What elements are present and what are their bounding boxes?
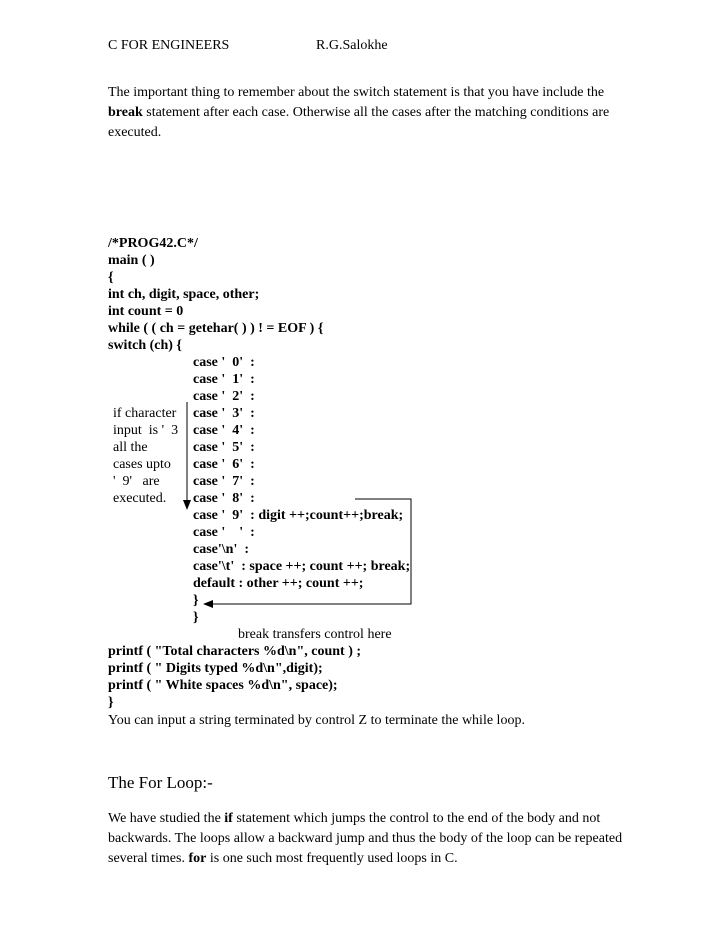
code-line: int count = 0 [108,304,184,319]
case-line: case'\t' : space ++; count ++; break; [193,559,411,574]
break-note: break transfers control here [238,627,392,642]
code-line: switch (ch) { [108,338,182,353]
note-line: input is ' 3 [113,423,179,438]
code-line: } [108,695,114,710]
case-line: case ' 9' : digit ++;count++;break; [193,508,404,523]
note-line: if character [113,406,177,421]
case-line: case ' 1' : [193,372,255,387]
code-line: main ( ) [108,253,155,268]
case-line: case ' 4' : [193,423,255,438]
code-line: /*PROG42.C*/ [108,236,198,251]
section-text-2: statement which jumps the control to the end of the body and not backwards. The loops allow a backward jump and thus the body of the loop can be repeated several times. [108,811,623,866]
code-line: { [108,270,114,285]
intro-text-1: The important thing to remember about the switch statement is that you have include the [108,85,605,100]
section-text-3: is one such most frequently used loops in C. [206,851,458,866]
case-line: case ' 3' : [193,406,255,421]
section-bold-for: for [188,851,207,866]
note-line: executed. [113,491,167,506]
header-title: C FOR ENGINEERS [108,38,230,53]
case-line: case'\n' : [193,542,249,557]
case-line: } [193,610,199,625]
section-title: The For Loop:- [108,773,213,792]
fallthrough-arrowhead [183,500,191,510]
intro-bold-break: break [108,105,143,120]
break-arrowhead [203,600,213,608]
intro-text-2: statement after each case. Otherwise all the cases after the matching conditions are executed. [108,105,610,140]
case-line: case ' 2' : [193,389,255,404]
case-line: } [193,593,199,608]
code-line: printf ( "Total characters %d\n", count ) ; [108,644,362,659]
header-author: R.G.Salokhe [316,38,388,53]
case-line: case ' 5' : [193,440,255,455]
code-line: int ch, digit, space, other; [108,287,260,302]
after-code-paragraph: You can input a string terminated by control Z to terminate the while loop. [108,713,525,728]
section-paragraph [108,809,628,869]
case-line: case ' 6' : [193,457,255,472]
note-line: ' 9' are [113,474,160,489]
case-line: case ' 7' : [193,474,255,489]
code-line: printf ( " Digits typed %d\n",digit); [108,661,323,676]
break-arrow-line [212,499,411,604]
code-line: while ( ( ch = getehar( ) ) ! = EOF ) { [108,321,324,336]
note-line: cases upto [113,457,171,472]
case-line: case ' ' : [193,525,255,540]
case-line: default : other ++; count ++; [193,576,364,591]
note-line: all the [113,440,148,455]
case-line: case ' 8' : [193,491,255,506]
code-line: printf ( " White spaces %d\n", space); [108,678,338,693]
case-line: case ' 0' : [193,355,255,370]
section-bold-if: if [224,811,233,826]
section-text-1: We have studied the [108,811,225,826]
